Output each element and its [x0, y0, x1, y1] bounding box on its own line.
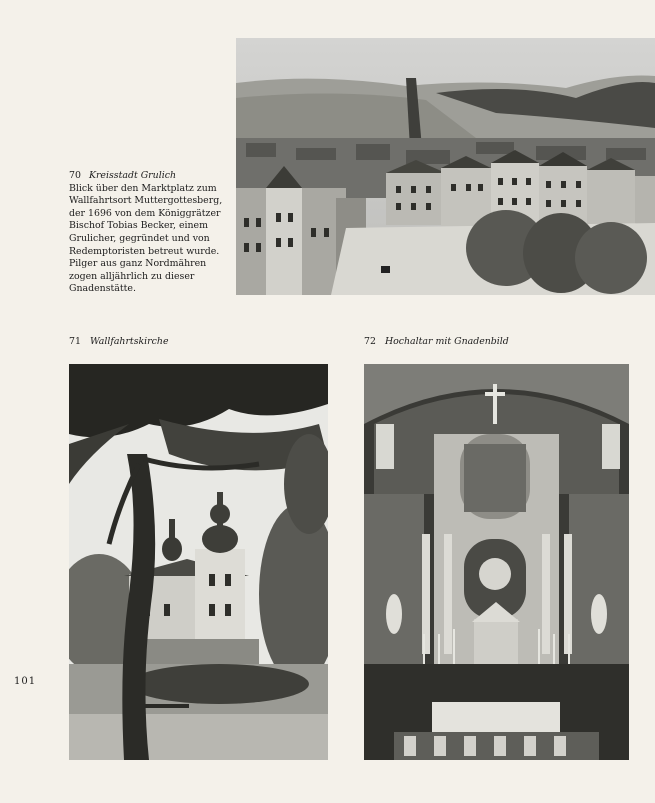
photo-high-altar: [364, 364, 629, 760]
caption-line: Grulicher, gegründet und von: [69, 232, 210, 244]
figure-72-title: Hochaltar mit Gnadenbild: [384, 336, 509, 347]
photo-pilgrimage-church: [69, 364, 328, 760]
photo-town-square: [236, 38, 655, 295]
page-number: 101: [14, 676, 37, 687]
figure-71-title: Wallfahrtskirche: [89, 336, 169, 347]
caption-line: Wallfahrtsort Muttergottesberg,: [69, 195, 223, 207]
figure-72-number: 72: [364, 336, 376, 347]
figure-71-number: 71: [69, 336, 81, 347]
figure-70-heading: [69, 170, 229, 183]
caption-line: Redemptoristen betreut wurde.: [69, 245, 220, 257]
caption-line: der 1696 von dem Königgrätzer: [69, 207, 221, 219]
figure-72-label: [364, 336, 509, 347]
caption-line: Bischof Tobias Becker, einem: [69, 220, 208, 232]
figure-70-caption: [69, 170, 229, 296]
figure-70-title: Kreisstadt Grulich: [88, 170, 176, 181]
caption-line: Blick über den Marktplatz zum: [69, 182, 217, 194]
caption-line: Gnadenstätte.: [69, 283, 136, 295]
figure-70-number: 70: [69, 170, 81, 181]
figure-71-label: [69, 336, 169, 347]
caption-line: Pilger aus ganz Nordmähren: [69, 258, 207, 270]
caption-line: zogen alljährlich zu dieser: [69, 270, 195, 282]
